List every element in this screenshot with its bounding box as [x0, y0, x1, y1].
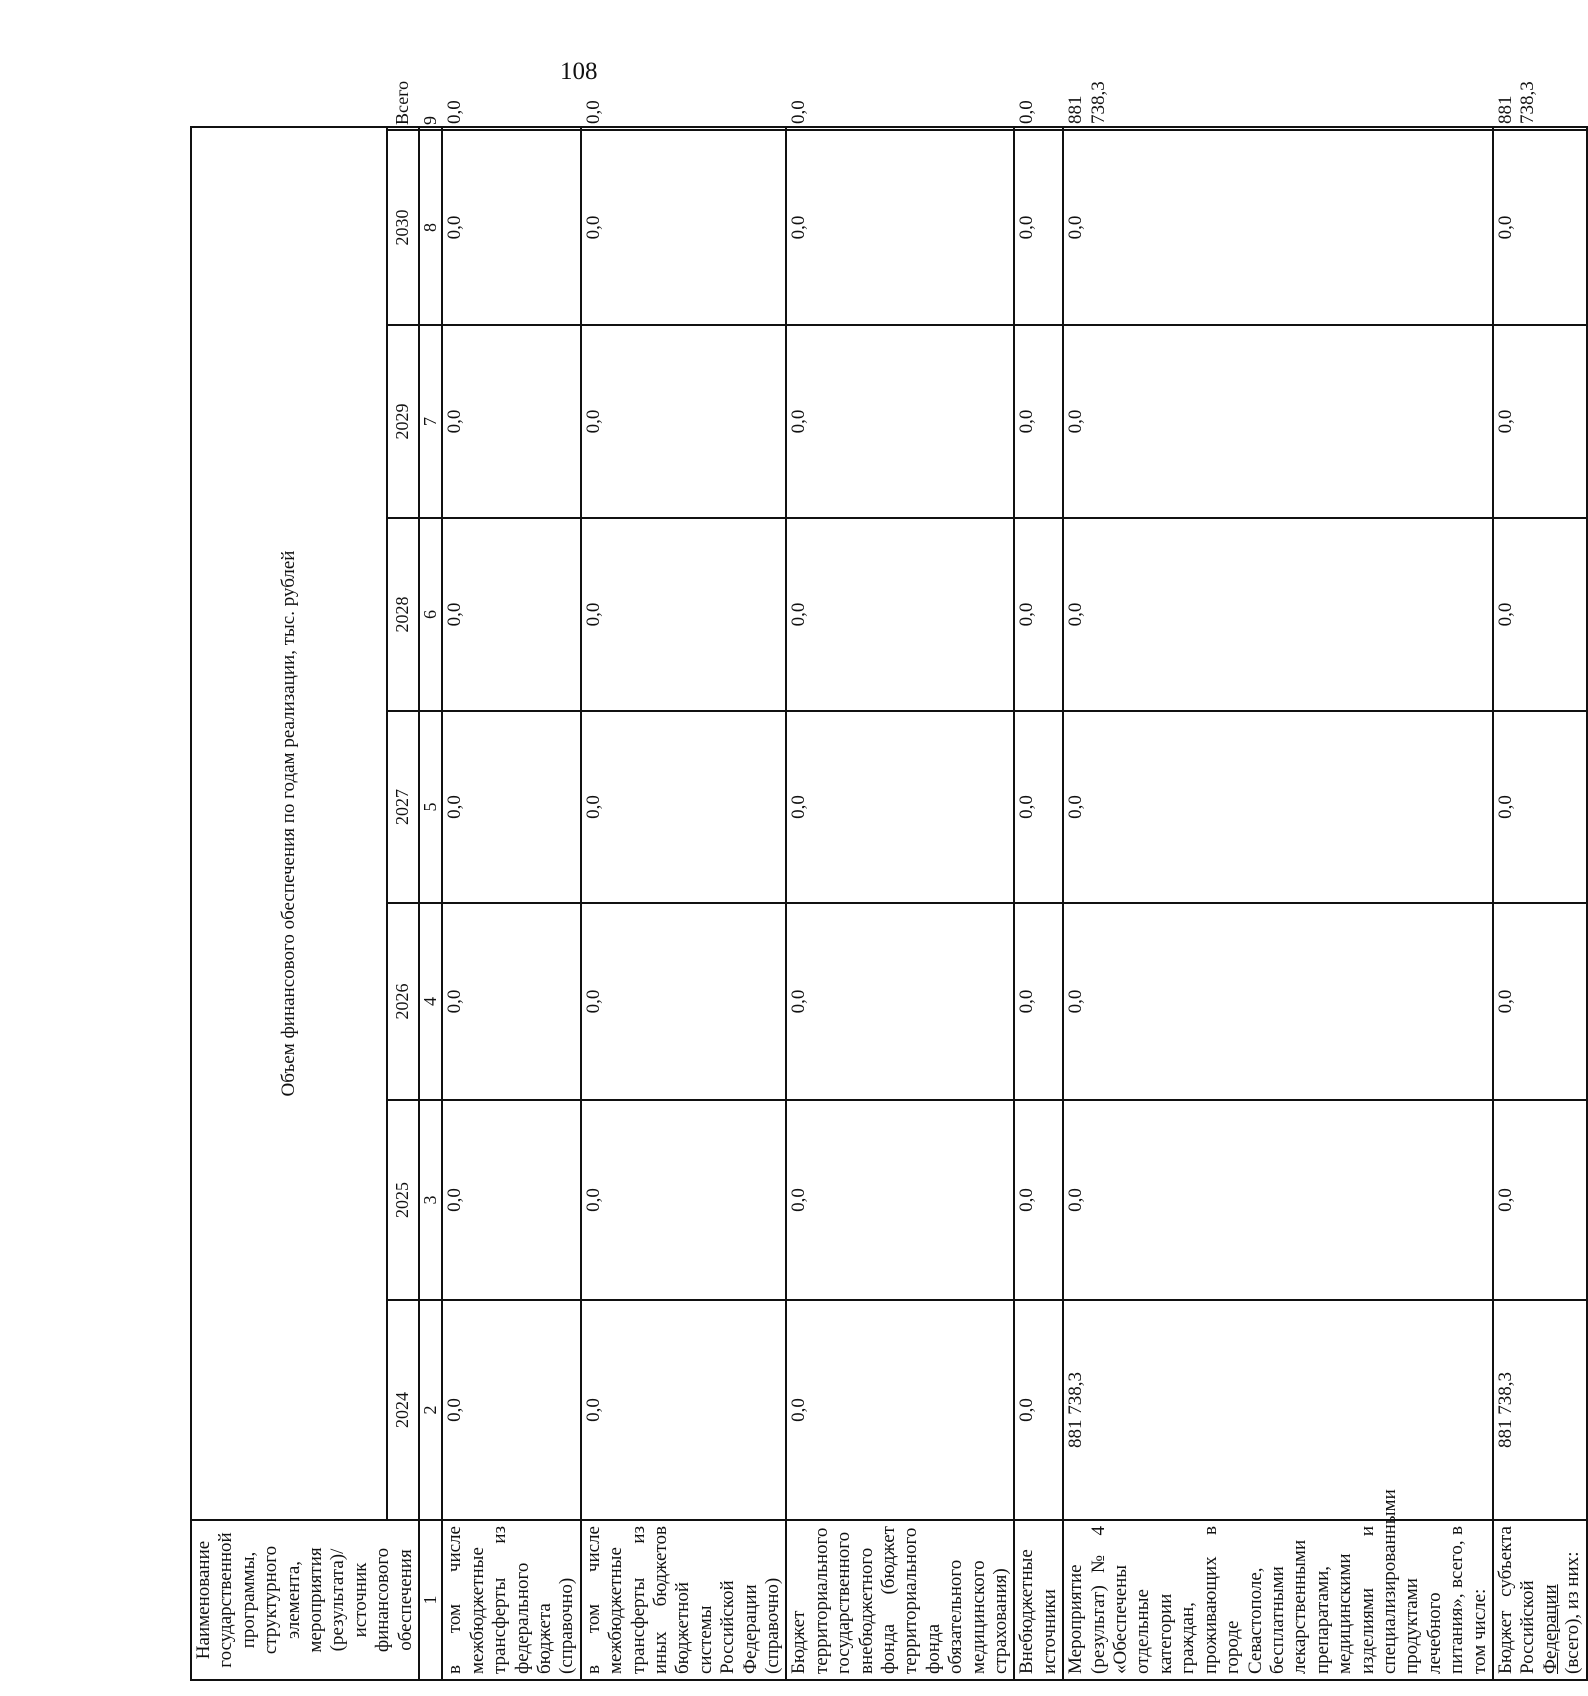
column-number-cell: 5: [419, 711, 442, 903]
value-cell: 0,0: [1493, 130, 1587, 325]
value-cell: 881 738,3: [1493, 1300, 1587, 1520]
value-cell: 0,0: [1493, 903, 1587, 1100]
year-cell: 2025: [387, 1100, 419, 1300]
table-row: [581, 127, 787, 1680]
value-cell: 0,0: [442, 1300, 580, 1520]
year-cell: 2026: [387, 903, 419, 1100]
value-cell: 0,0: [581, 325, 787, 518]
year-cell: 2027: [387, 711, 419, 903]
value-cell: 0,0: [442, 711, 580, 903]
value-cell: 0,0: [1063, 518, 1493, 711]
value-cell: 0,0: [581, 127, 787, 130]
row-name-cell: Мероприятие (результат) № 4 «Обеспечены отдельные категории граждан, проживающих в городе Севастополе, бесплатными лекарственными препаратами, медицинскими изделиями и специализированными продуктами лечебного питания», всего, в том числе:: [1063, 1520, 1493, 1680]
value-cell: 0,0: [1014, 518, 1063, 711]
table-row: [1493, 127, 1587, 1680]
value-cell: 0,0: [1063, 711, 1493, 903]
column-number-cell: 8: [419, 130, 442, 325]
column-number-cell: 6: [419, 518, 442, 711]
row-name-cell: в том числе межбюджетные трансферты из иных бюджетов бюджетной системы Российской Федерации (справочно): [581, 1520, 787, 1680]
value-cell: 0,0: [1014, 1300, 1063, 1520]
row-name-cell: в том числе межбюджетные трансферты из федерального бюджета (справочно): [442, 1520, 580, 1680]
value-cell: 0,0: [1063, 1100, 1493, 1300]
row-name-cell: [1493, 1520, 1587, 1680]
year-cell: Всего: [387, 127, 419, 130]
table-row: [1014, 127, 1063, 1680]
value-cell: 0,0: [1493, 325, 1587, 518]
value-cell: 0,0: [442, 127, 580, 130]
header-volume-cell: Объем финансового обеспечения по годам реализации, тыс. рублей: [191, 127, 387, 1520]
value-cell: 0,0: [786, 903, 1014, 1100]
value-cell: 0,0: [1493, 711, 1587, 903]
column-number-cell: 1: [419, 1520, 442, 1680]
value-cell: 0,0: [442, 325, 580, 518]
column-number-cell: 9: [419, 127, 442, 130]
header-name-cell: Наименование государственной программы, структурного элемента, мероприятия (результата)/источник финансового обеспечения: [191, 1520, 419, 1680]
value-cell: 0,0: [786, 1100, 1014, 1300]
value-cell: 0,0: [442, 518, 580, 711]
value-cell: 0,0: [1063, 325, 1493, 518]
value-cell: 0,0: [1493, 1100, 1587, 1300]
table-year-row: [387, 127, 419, 1680]
value-cell: 881 738,3: [1493, 127, 1587, 130]
row-name-part: Бюджет субъекта Российской: [1494, 1526, 1539, 1674]
value-cell: 0,0: [581, 1100, 787, 1300]
row-name-cell: Внебюджетные источники: [1014, 1520, 1063, 1680]
value-cell: 0,0: [442, 903, 580, 1100]
row-name-cell: Бюджет территориального государственного внебюджетного фонда (бюджет территориального фонда обязательного медицинского страхования): [786, 1520, 1014, 1680]
value-cell: 0,0: [786, 127, 1014, 130]
year-cell: 2029: [387, 325, 419, 518]
value-cell: 0,0: [1014, 127, 1063, 130]
value-cell: 0,0: [442, 1100, 580, 1300]
value-cell: 0,0: [581, 518, 787, 711]
value-cell: 0,0: [786, 711, 1014, 903]
value-cell: 0,0: [1014, 1100, 1063, 1300]
row-name-part: (всего), из них:: [1562, 1551, 1584, 1674]
table-body: [442, 81, 1586, 1680]
column-number-cell: 7: [419, 325, 442, 518]
value-cell: 0,0: [1014, 903, 1063, 1100]
value-cell: 0,0: [1014, 711, 1063, 903]
financing-table: [190, 80, 1588, 1681]
value-cell: 881 738,3: [1063, 1300, 1493, 1520]
value-cell: 0,0: [581, 1300, 787, 1520]
table-colnum-row: [419, 127, 442, 1680]
year-cell: 2028: [387, 518, 419, 711]
column-number-cell: 3: [419, 1100, 442, 1300]
table-row: [1063, 127, 1493, 1680]
row-name-underlined-part: Федерации: [1539, 1584, 1561, 1674]
value-cell: 881 738,3: [1063, 127, 1493, 130]
table-row: [442, 127, 580, 1680]
value-cell: 0,0: [1014, 325, 1063, 518]
value-cell: 0,0: [1063, 130, 1493, 325]
value-cell: 0,0: [581, 903, 787, 1100]
rotated-table-wrapper: [190, 80, 1584, 1681]
value-cell: 0,0: [786, 518, 1014, 711]
value-cell: 0,0: [1063, 903, 1493, 1100]
table-row: [786, 127, 1014, 1680]
page-number: 108: [560, 58, 598, 85]
year-cell: 2030: [387, 130, 419, 325]
year-cell: 2024: [387, 1300, 419, 1520]
value-cell: 0,0: [786, 1300, 1014, 1520]
table-header-row: [191, 127, 387, 1680]
column-number-cell: 4: [419, 903, 442, 1100]
value-cell: 0,0: [1014, 130, 1063, 325]
value-cell: 0,0: [442, 130, 580, 325]
value-cell: 0,0: [786, 130, 1014, 325]
value-cell: 0,0: [581, 711, 787, 903]
value-cell: 0,0: [581, 130, 787, 325]
value-cell: 0,0: [786, 325, 1014, 518]
rotated-table-container: [190, 80, 1584, 1681]
value-cell: 0,0: [1493, 518, 1587, 711]
column-number-cell: 2: [419, 1300, 442, 1520]
